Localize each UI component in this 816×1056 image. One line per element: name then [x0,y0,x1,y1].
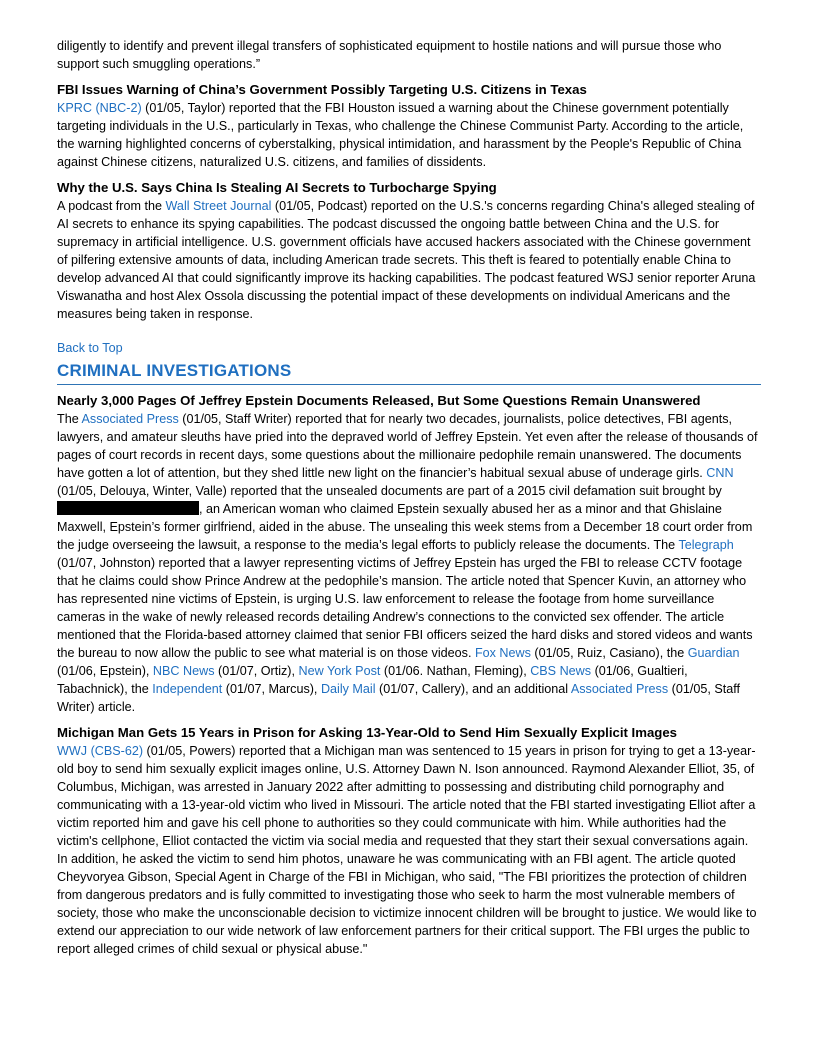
article-lead: A podcast from the [57,199,166,213]
article-headline: Michigan Man Gets 15 Years in Prison for Asking 13-Year-Old to Send Him Sexually Explicit Images [57,725,678,740]
source-link-wsj[interactable]: Wall Street Journal [165,199,272,213]
article-headline: FBI Issues Warning of China’s Government Possibly Targeting U.S. Citizens in Texas [57,82,587,97]
redaction-block [57,501,199,515]
text-run: (01/05, Delouya, Winter, Valle) reported that the unsealed documents are part of a 2015 civil defamation suit brought by [57,484,722,498]
article-china-warning [57,81,761,171]
article-headline: Nearly 3,000 Pages Of Jeffrey Epstein Documents Released, But Some Questions Remain Unanswered [57,393,701,408]
text-run: (01/07, Ortiz), [214,664,299,678]
text-run: (01/07, Johnston) reported that a lawyer representing victims of Jeffrey Epstein has urged the FBI to release CCTV footage that he claims could show Prince Andrew at the pedophile’s mansion. The article noted that Spencer Kuvin, an attorney who has represented nine victims of Epstein, is urging U.S. law enforcement to release the footage from home surveillance cameras in the wake of newly released records detailing Andrew’s connections to the convicted sex offender. The article mentioned that the Florida-based attorney claimed that senior FBI officers seized the hard disks and stored videos and wants the bureau to now allow the public to see what material is on those videos. [57,556,753,660]
source-link-telegraph[interactable]: Telegraph [678,538,734,552]
document-page [57,37,761,966]
source-link-kprc[interactable]: KPRC (NBC-2) [57,101,142,115]
article-ai-secrets [57,179,761,323]
text-run: (01/06, Epstein), [57,664,153,678]
back-to-top-link[interactable]: Back to Top [57,341,123,355]
text-run: (01/07, Marcus), [222,682,321,696]
intro-paragraph: diligently to identify and prevent illegal transfers of sophisticated equipment to hostile nations and will pursue those who support such smuggling operations.” [57,39,722,71]
source-link-ap-additional[interactable]: Associated Press [570,682,669,696]
article-body [57,99,761,171]
article-text: (01/05, Taylor) reported that the FBI Houston issued a warning about the Chinese government potentially targeting individuals in the U.S., particularly in Texas, who challenge the Chinese Communist Party. According to the article, the warning highlighted concerns of cyberstalking, physical intimidation, and harassment by the People's Republic of China against Chinese citizens, naturalized U.S. citizens, and families of dissidents. [57,101,744,169]
article-text: (01/05, Podcast) reported on the U.S.'s concerns regarding China's alleged stealing of AI secrets to enhance its spying capabilities. The podcast discussed the ongoing battle between China and the U.S. for supremacy in artificial intelligence. U.S. government officials have accused hackers associated with the Chinese government of pilfering extensive amounts of data, including American trade secrets. This theft is feared to potentially enable China to develop advanced AI that could significantly improve its hacking capabilities. The podcast featured WSJ senior reporter Aruna Viswanatha and host Alex Ossola discussing the potential impact of these developments on individual Americans and the measures being taken in response. [57,199,756,321]
source-link-fox-news[interactable]: Fox News [474,646,531,660]
source-link-guardian[interactable]: Guardian [687,646,740,660]
article-body [57,410,761,716]
source-link-nbc-news[interactable]: NBC News [152,664,215,678]
article-body [57,742,761,958]
text-run: (01/06, Gualtieri, Tabachnick), the [57,664,688,696]
source-link-ny-post[interactable]: New York Post [298,664,381,678]
text-run: (01/05, Staff Writer) article. [57,682,741,714]
article-michigan [57,724,761,958]
section-title: CRIMINAL INVESTIGATIONS [57,360,761,385]
source-link-cnn[interactable]: CNN [706,466,734,480]
text-run: (01/07, Callery), and an additional [375,682,571,696]
article-text: (01/05, Powers) reported that a Michigan man was sentenced to 15 years in prison for trying to get a 13-year-old boy to send him sexually explicit images online, U.S. Attorney Dawn N. Ison announced. Raymond Alexander Elliot, 35, of Columbus, Michigan, was arrested in January 2022 after admitting to possessing and distributing child pornography and communicating with a 13-year-old victim who lived in Missouri. The article noted that the FBI started investigating Elliot after a victim reported him and gave his cell phone to authorities so they could communicate with him. While authorities had the victim's cellphone, Elliot contacted the victim via social media and requested that they start their sexual conversations again. In addition, he asked the victim to send him photos, unaware he was communicating with an FBI agent. The article quoted Cheyvoryea Gibson, Special Agent in Charge of the FBI in Michigan, who said, "The FBI prioritizes the protection of children from dangerous predators and is fully committed to investigating those who seek to harm the most vulnerable members of society, those who make the unconscionable decision to victimize innocent children will be brought to justice. We would like to extend our appreciation to our wide network of law enforcement partners for their critical support. The FBI urges the public to report alleged crimes of child sexual or physical abuse." [57,744,757,956]
article-headline: Why the U.S. Says China Is Stealing AI Secrets to Turbocharge Spying [57,180,497,195]
text-run: (01/05, Ruiz, Casiano), the [530,646,688,660]
article-epstein [57,392,761,716]
source-link-wwj[interactable]: WWJ (CBS-62) [57,744,144,758]
text-run: (01/06. Nathan, Fleming), [380,664,531,678]
source-link-independent[interactable]: Independent [152,682,223,696]
source-link-daily-mail[interactable]: Daily Mail [320,682,376,696]
source-link-ap[interactable]: Associated Press [81,412,179,426]
text-run: The [57,412,82,426]
source-link-cbs-news[interactable]: CBS News [530,664,592,678]
text-run: (01/05, Staff Writer) reported that for nearly two decades, journalists, police detectives, FBI agents, lawyers, and amateur sleuths have pried into the depraved world of Jeffrey Epstein. Yet even after the release of thousands of pages of court records in recent days, some questions about the millionaire pedophile remain unanswered. The documents have gotten a lot of attention, but they shed little new light on the financier’s habitual sexual abuse of underage girls. [57,412,758,480]
article-body [57,197,761,323]
text-run: , an American woman who claimed Epstein sexually abused her as a minor and that Ghislaine Maxwell, Epstein’s former girlfriend, aided in the abuse. The unsealing this week stems from a December 18 court order from the judge overseeing the lawsuit, a response to the media’s legal efforts to publicly release the documents. The [57,502,753,552]
